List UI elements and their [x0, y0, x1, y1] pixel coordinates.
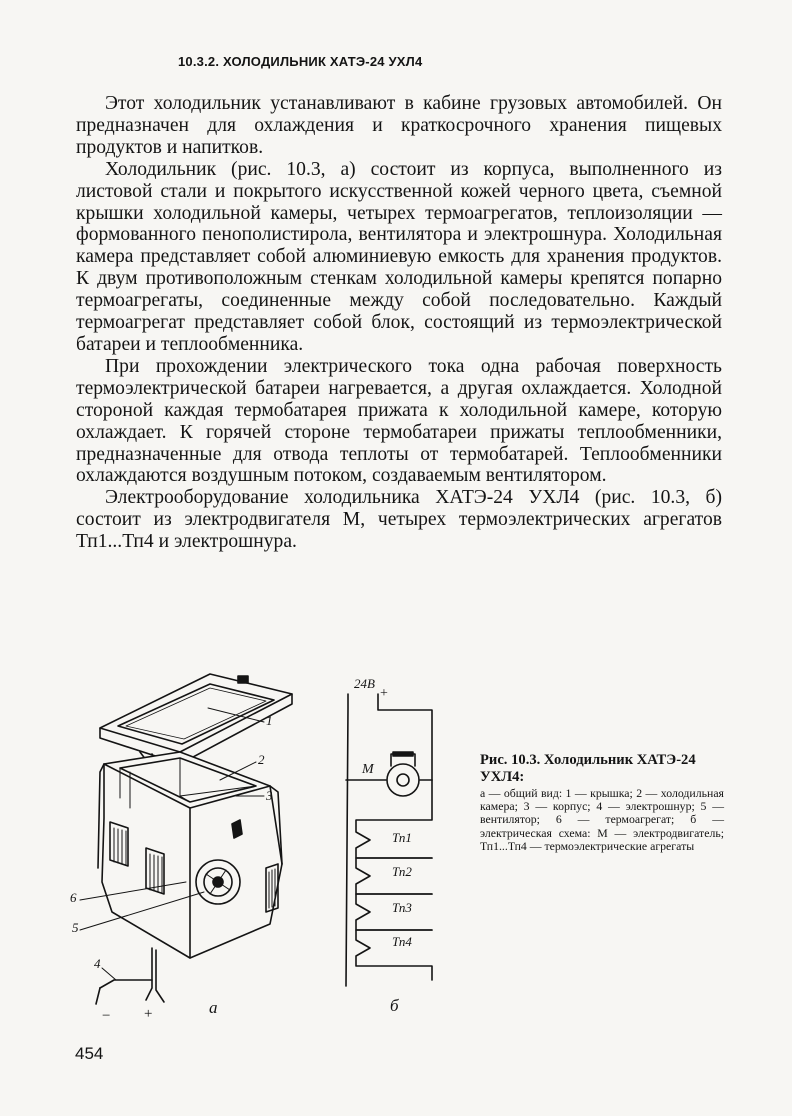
- paragraph-construction: Холодильник (рис. 10.3, а) состоит из корпуса, выполненного из листовой стали и покрытого искусственной кожей черного цвета, съемной крышки холодильной камеры, четырех термоагрегатов, теплоизоляции — формованного пенополистирола, вентилятора и электрошнура. Холодильная камера представляет собой алюминиевую емкость для хранения продуктов. К двум противоположным стенкам холодильной камеры крепятся попарно термоагрегаты, соединенные между собой последовательно. Каждый термоагрегат представляет собой блок, состоящий из термоэлектрической батареи и теплообменника.: [76, 158, 722, 355]
- figure-caption: [480, 752, 724, 853]
- callout-3: 3: [266, 788, 273, 803]
- figure-10-3: [60, 668, 480, 1038]
- figure-label-a: а: [209, 998, 218, 1017]
- motor-label: М: [362, 762, 374, 777]
- paragraph-electrical: Электрооборудование холодильника ХАТЭ-24 УХЛ4 (рис. 10.3, б) состоит из электродвигателя М, четырех термоэлектрических агрегатов Тп1...Тп4 и электрошнура.: [76, 487, 722, 553]
- element-label-1: Тп1: [392, 830, 412, 845]
- element-label-2: Тп2: [392, 864, 412, 879]
- terminal-plus: +: [144, 1006, 153, 1022]
- callout-5: 5: [72, 920, 79, 935]
- callout-4: 4: [94, 956, 101, 971]
- circuit-schematic: [60, 668, 480, 1028]
- callout-6: 6: [70, 890, 77, 905]
- page-number: 454: [75, 1044, 104, 1063]
- section-heading: 10.3.2. ХОЛОДИЛЬНИК ХАТЭ-24 УХЛ4: [178, 54, 423, 69]
- caption-legend: а — общий вид: 1 — крышка; 2 — холодильная камера; 3 — корпус; 4 — электрошнур; 5 — вентилятор; 6 — термоагрегат; б — электрическая схема: М — электродвигатель; Тп1...Тп4 — термоэлектрические агрегаты: [480, 786, 724, 853]
- element-label-3: Тп3: [392, 900, 412, 915]
- body-text: [76, 93, 722, 553]
- voltage-label: 24В: [354, 676, 375, 691]
- callout-2: 2: [258, 752, 265, 767]
- paragraph-intro: Этот холодильник устанавливают в кабине грузовых автомобилей. Он предназначен для охлаждения и краткосрочного хранения пищевых продуктов и напитков.: [76, 93, 722, 158]
- terminal-minus: −: [102, 1008, 111, 1024]
- paragraph-operation: При прохождении электрического тока одна рабочая поверхность термоэлектрической батареи нагревается, а другая охлаждается. Холодной стороной каждая термобатарея прижата к холодильной камере, которую охлаждает. К горячей стороне термобатареи прижаты теплообменники, предназначенные для отвода теплоты от термобатарей. Теплообменники охлаждаются воздушным потоком, создаваемым вентилятором.: [76, 355, 722, 487]
- element-label-4: Тп4: [392, 934, 412, 949]
- figure-label-b: б: [390, 996, 399, 1015]
- callout-1: 1: [266, 713, 273, 728]
- plus-label: +: [380, 686, 388, 701]
- caption-title: Рис. 10.3. Холодильник ХАТЭ-24 УХЛ4:: [480, 752, 696, 785]
